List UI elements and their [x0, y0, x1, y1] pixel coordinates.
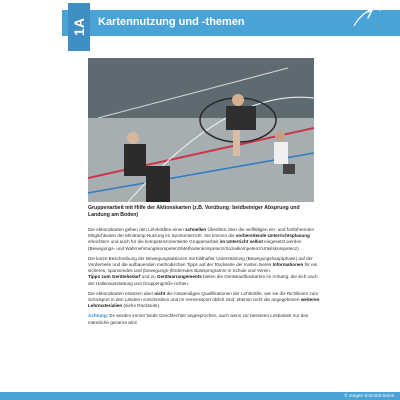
emphasis: Gerätearrangements: [156, 274, 202, 280]
text-span: eingesetzt werden (Bewegungs- und Wahrnehmungskompetenz/Methodenkompetenz/Sozialkompetenz/Urteilskompetenz).: [88, 239, 302, 251]
text-span: (siehe Rückseite).: [122, 303, 161, 309]
photo-caption: Gruppenarbeit mit Hilfe der Aktionskarten (z.B. Vorübung: beidbeiniger Absprung und Landung am Boden): [88, 205, 300, 218]
emphasis: nicht: [154, 290, 166, 296]
text-span: bieten die Geräteaufbaukarten im Anhang, die sich nach der Hallenausstattung und Gruppengröße richten.: [88, 274, 318, 286]
gym-photo: [88, 58, 314, 202]
text-span: Die Aktionskarten geben den Lehrkräften einen: [88, 227, 186, 232]
emphasis: schnellen: [185, 227, 207, 232]
text-span: Die Aktionskarten ersetzen aber: [88, 290, 155, 296]
text-span: Überblick über die vielfältigen ein- und fortführenden Möglichkeiten der Minitramp-Nutzung im Sportunterricht. Sie können die: [88, 227, 315, 239]
emphasis: weiteren Lehrmaterialien: [88, 297, 320, 309]
footer-bar: [0, 392, 400, 400]
text-span: erleichtern und auch für die kompetenzorientierte Gruppenarbeit: [88, 239, 220, 245]
paragraph-description: [88, 256, 320, 287]
text-span: Die kurze Beschreibung der Bewegungsaktionen mit bildhafter Unterstützung (Bewegungshauptphase) auf der Vorderseite und die aufbauenden methodischen Tipps auf der Rückseite der Karten bieten: [88, 255, 313, 268]
text-span: und zu: [140, 274, 157, 280]
body-text: [88, 227, 320, 330]
copyright-text: © Jürgen Schmidt-Sinns: [344, 393, 394, 398]
text-span: für ein sicheres, spannendes und (bewegungs-)förderndes Basisprogramm in Schule und Verein.: [88, 262, 318, 274]
emphasis: im Unterricht selbst: [219, 239, 263, 245]
paragraph-overview: [88, 227, 320, 252]
note-text: Es werden immer beide Geschlechter angesprochen, auch wenn zur besseren Lesbarkeit nur das männliche genannt wird.: [88, 313, 309, 325]
jumper-logo-icon: [350, 2, 390, 32]
chapter-tab: [68, 3, 90, 51]
emphasis: vorbereitende Unterrichtsplanung: [235, 233, 310, 239]
chapter-number: 1A: [71, 18, 87, 36]
page-title: Kartennutzung und -themen: [98, 16, 245, 28]
emphasis: Informationen: [272, 262, 304, 268]
paragraph-note: [88, 313, 320, 325]
emphasis: Tipps zum Gerätebedarf: [88, 274, 141, 280]
paragraph-limitations: [88, 291, 320, 310]
footer: [0, 388, 400, 400]
note-label: Achtung:: [88, 313, 109, 319]
text-span: die notwendigen Qualifikationen der Lehrkräfte, wie sie die Richtlinien zum Schulsport in den Ländern vorschreiben und im Vereinssport üblich sind; ebenso nicht die angegebenen: [88, 290, 319, 303]
